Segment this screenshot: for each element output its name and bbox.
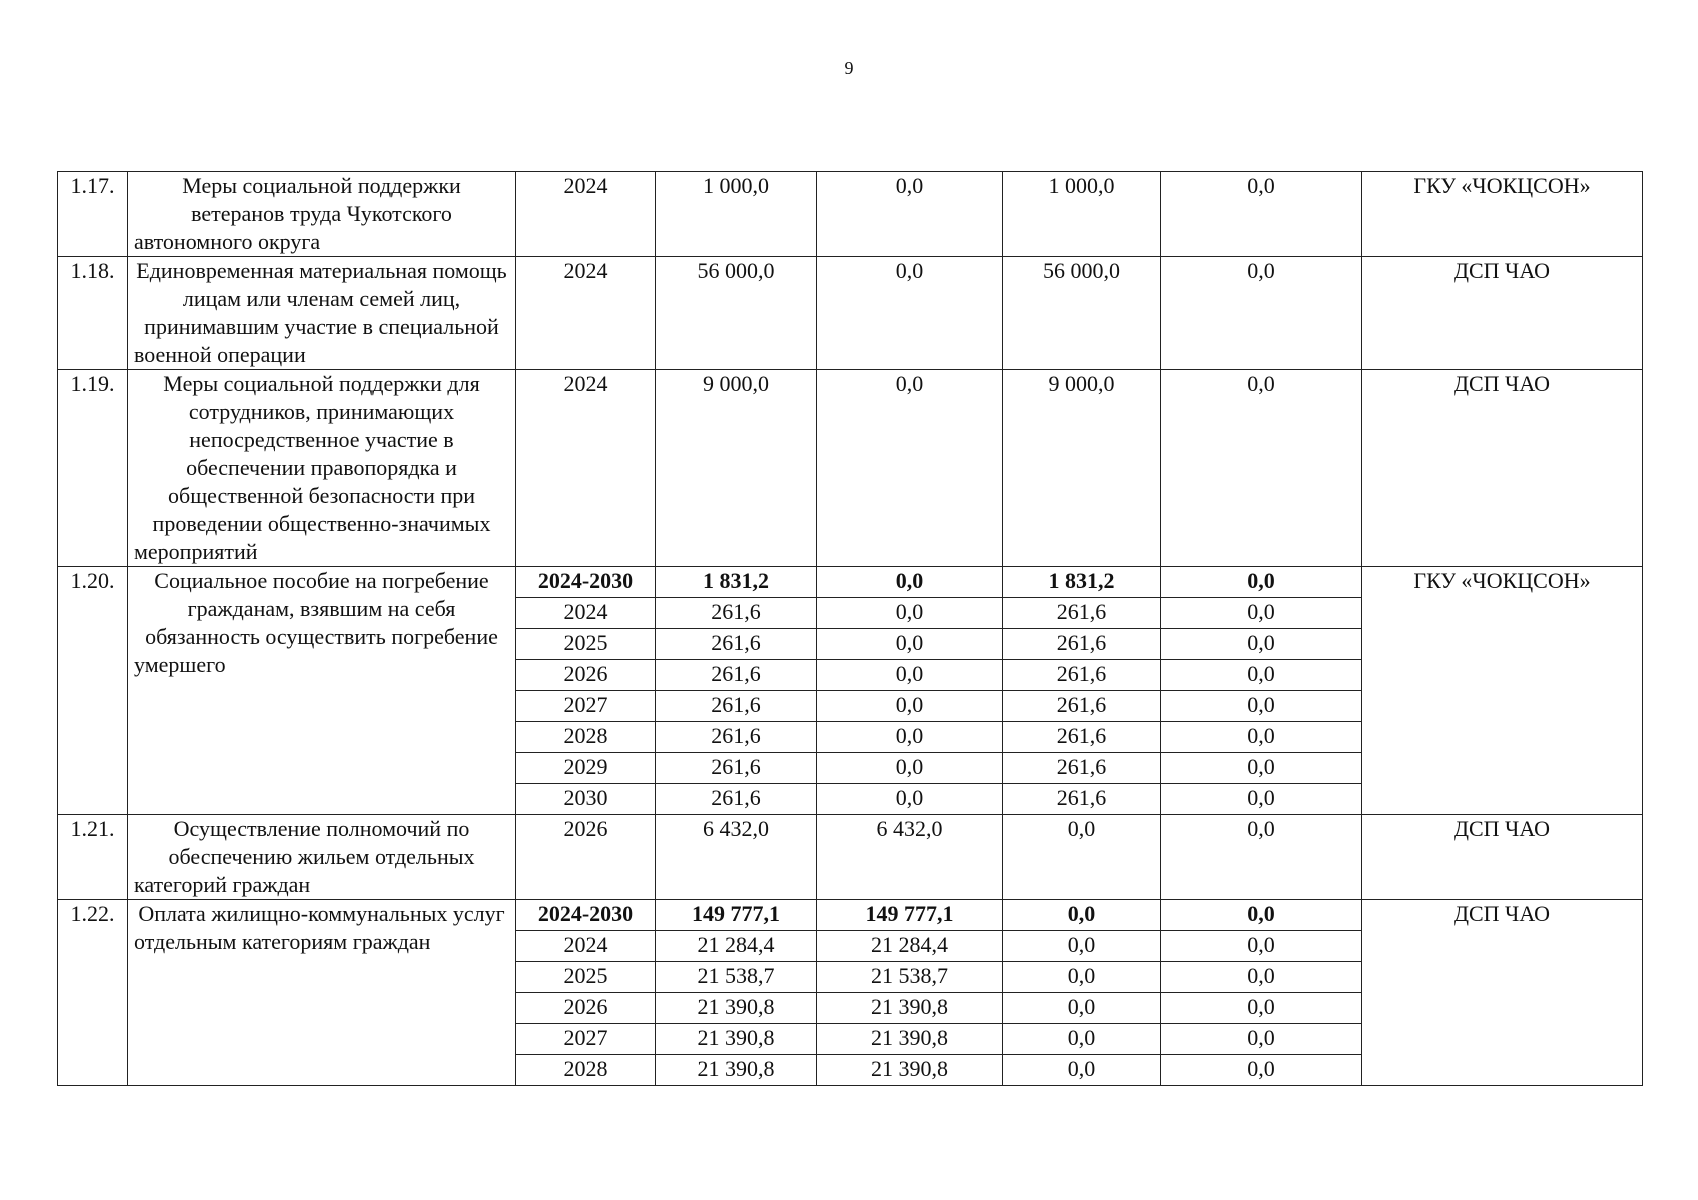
regional-cell: 261,6	[1003, 691, 1161, 722]
year-cell: 2024-2030	[516, 567, 656, 598]
regional-cell: 261,6	[1003, 722, 1161, 753]
total-cell: 261,6	[656, 784, 817, 815]
regional-cell: 261,6	[1003, 753, 1161, 784]
year-cell: 2027	[516, 1024, 656, 1055]
year-cell: 2024	[516, 257, 656, 370]
year-cell: 2026	[516, 993, 656, 1024]
year-cell: 2030	[516, 784, 656, 815]
regional-cell: 1 831,2	[1003, 567, 1161, 598]
regional-cell: 0,0	[1003, 815, 1161, 900]
federal-cell: 0,0	[817, 370, 1003, 567]
year-cell: 2026	[516, 815, 656, 900]
federal-cell: 21 390,8	[817, 993, 1003, 1024]
regional-cell: 1 000,0	[1003, 172, 1161, 257]
other-cell: 0,0	[1161, 370, 1362, 567]
total-cell: 261,6	[656, 629, 817, 660]
other-cell: 0,0	[1161, 567, 1362, 598]
regional-cell: 261,6	[1003, 784, 1161, 815]
total-cell: 1 000,0	[656, 172, 817, 257]
other-cell: 0,0	[1161, 722, 1362, 753]
executor-cell: ГКУ «ЧОКЦСОН»	[1362, 567, 1643, 815]
federal-cell: 6 432,0	[817, 815, 1003, 900]
item-title: Меры социальной поддержки ветеранов труда Чукотского автономного округа	[128, 172, 516, 257]
total-cell: 261,6	[656, 753, 817, 784]
regional-cell: 0,0	[1003, 962, 1161, 993]
year-cell: 2028	[516, 722, 656, 753]
other-cell: 0,0	[1161, 962, 1362, 993]
year-cell: 2027	[516, 691, 656, 722]
page-number: 9	[844, 58, 854, 78]
table-row	[58, 567, 1643, 598]
other-cell: 0,0	[1161, 815, 1362, 900]
other-cell: 0,0	[1161, 1024, 1362, 1055]
total-cell: 21 390,8	[656, 1024, 817, 1055]
other-cell: 0,0	[1161, 691, 1362, 722]
executor-cell: ГКУ «ЧОКЦСОН»	[1362, 172, 1643, 257]
total-cell: 6 432,0	[656, 815, 817, 900]
item-number: 1.18.	[58, 257, 128, 370]
year-cell: 2024	[516, 931, 656, 962]
executor-cell: ДСП ЧАО	[1362, 815, 1643, 900]
total-cell: 21 284,4	[656, 931, 817, 962]
other-cell: 0,0	[1161, 629, 1362, 660]
regional-cell: 56 000,0	[1003, 257, 1161, 370]
table-body	[58, 172, 1643, 1086]
table-row	[58, 900, 1643, 931]
other-cell: 0,0	[1161, 257, 1362, 370]
federal-cell: 0,0	[817, 629, 1003, 660]
regional-cell: 0,0	[1003, 1024, 1161, 1055]
regional-cell: 0,0	[1003, 931, 1161, 962]
federal-cell: 21 538,7	[817, 962, 1003, 993]
regional-cell: 261,6	[1003, 660, 1161, 691]
regional-cell: 0,0	[1003, 993, 1161, 1024]
federal-cell: 21 390,8	[817, 1055, 1003, 1086]
federal-cell: 0,0	[817, 567, 1003, 598]
program-activities-table	[57, 171, 1643, 1086]
other-cell: 0,0	[1161, 172, 1362, 257]
other-cell: 0,0	[1161, 784, 1362, 815]
item-title: Меры социальной поддержки для сотрудников, принимающих непосредственное участие в обеспечении правопорядка и общественной безопасности при проведении общественно-значимых мероприятий	[128, 370, 516, 567]
executor-cell: ДСП ЧАО	[1362, 370, 1643, 567]
total-cell: 9 000,0	[656, 370, 817, 567]
other-cell: 0,0	[1161, 900, 1362, 931]
item-number: 1.22.	[58, 900, 128, 1086]
total-cell: 21 390,8	[656, 1055, 817, 1086]
federal-cell: 21 390,8	[817, 1024, 1003, 1055]
federal-cell: 0,0	[817, 784, 1003, 815]
year-cell: 2029	[516, 753, 656, 784]
item-number: 1.21.	[58, 815, 128, 900]
other-cell: 0,0	[1161, 931, 1362, 962]
regional-cell: 0,0	[1003, 900, 1161, 931]
federal-cell: 0,0	[817, 722, 1003, 753]
total-cell: 149 777,1	[656, 900, 817, 931]
total-cell: 21 538,7	[656, 962, 817, 993]
regional-cell: 9 000,0	[1003, 370, 1161, 567]
executor-cell: ДСП ЧАО	[1362, 900, 1643, 1086]
item-title: Социальное пособие на погребение гражданам, взявшим на себя обязанность осуществить погребение умершего	[128, 567, 516, 815]
item-number: 1.17.	[58, 172, 128, 257]
federal-cell: 0,0	[817, 257, 1003, 370]
item-number: 1.19.	[58, 370, 128, 567]
total-cell: 261,6	[656, 722, 817, 753]
executor-cell: ДСП ЧАО	[1362, 257, 1643, 370]
item-number: 1.20.	[58, 567, 128, 815]
year-cell: 2025	[516, 629, 656, 660]
total-cell: 261,6	[656, 660, 817, 691]
federal-cell: 0,0	[817, 660, 1003, 691]
item-title: Осуществление полномочий по обеспечению жильем отдельных категорий граждан	[128, 815, 516, 900]
year-cell: 2028	[516, 1055, 656, 1086]
other-cell: 0,0	[1161, 1055, 1362, 1086]
table-row	[58, 815, 1643, 900]
year-cell: 2024-2030	[516, 900, 656, 931]
item-title: Единовременная материальная помощь лицам или членам семей лиц, принимавшим участие в специальной военной операции	[128, 257, 516, 370]
other-cell: 0,0	[1161, 660, 1362, 691]
year-cell: 2026	[516, 660, 656, 691]
regional-cell: 0,0	[1003, 1055, 1161, 1086]
year-cell: 2024	[516, 172, 656, 257]
item-title: Оплата жилищно-коммунальных услуг отдельным категориям граждан	[128, 900, 516, 1086]
table-row	[58, 257, 1643, 370]
federal-cell: 0,0	[817, 598, 1003, 629]
federal-cell: 0,0	[817, 172, 1003, 257]
other-cell: 0,0	[1161, 993, 1362, 1024]
table-row	[58, 370, 1643, 567]
federal-cell: 0,0	[817, 753, 1003, 784]
total-cell: 56 000,0	[656, 257, 817, 370]
total-cell: 261,6	[656, 691, 817, 722]
total-cell: 261,6	[656, 598, 817, 629]
total-cell: 21 390,8	[656, 993, 817, 1024]
year-cell: 2025	[516, 962, 656, 993]
federal-cell: 0,0	[817, 691, 1003, 722]
other-cell: 0,0	[1161, 753, 1362, 784]
table-row	[58, 172, 1643, 257]
other-cell: 0,0	[1161, 598, 1362, 629]
federal-cell: 21 284,4	[817, 931, 1003, 962]
federal-cell: 149 777,1	[817, 900, 1003, 931]
year-cell: 2024	[516, 370, 656, 567]
regional-cell: 261,6	[1003, 629, 1161, 660]
year-cell: 2024	[516, 598, 656, 629]
regional-cell: 261,6	[1003, 598, 1161, 629]
total-cell: 1 831,2	[656, 567, 817, 598]
